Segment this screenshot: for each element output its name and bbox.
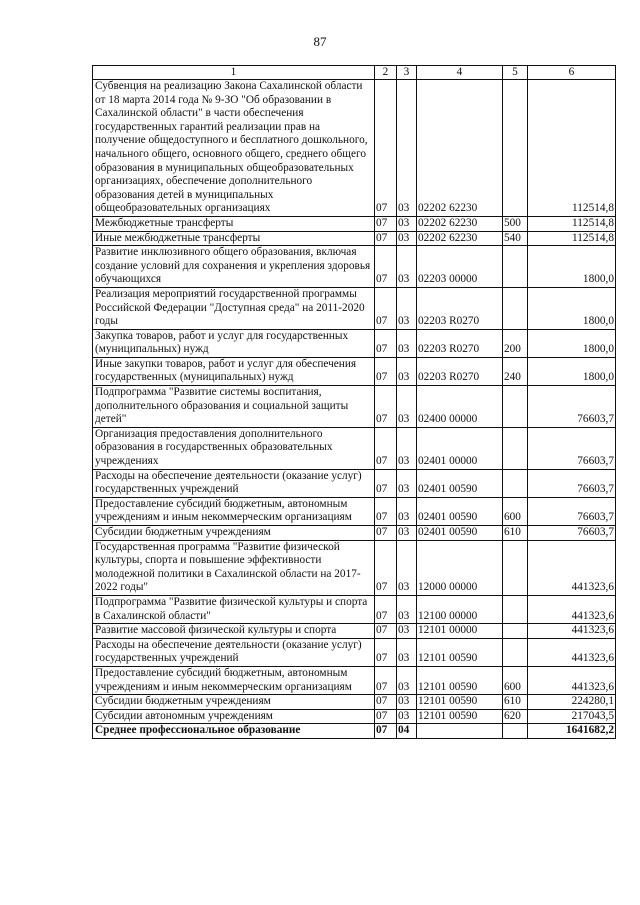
subsection-code: 03	[397, 695, 417, 710]
row-name: Расходы на обеспечение деятельности (оказание услуг) государственных учреждений	[93, 469, 375, 497]
section-code: 07	[375, 329, 397, 357]
table-row	[93, 540, 616, 595]
subsection-code: 03	[397, 540, 417, 595]
section-code: 07	[375, 427, 397, 469]
amount: 76603,7	[528, 526, 616, 541]
subsection-code: 03	[397, 469, 417, 497]
row-name: Иные закупки товаров, работ и услуг для обеспечения государственных (муниципальных) нужд	[93, 357, 375, 385]
section-code: 07	[375, 666, 397, 694]
section-code: 07	[375, 526, 397, 541]
target-article-code: 02400 00000	[417, 386, 503, 428]
column-header: 5	[503, 66, 528, 80]
section-code: 07	[375, 638, 397, 666]
subsection-code: 03	[397, 638, 417, 666]
table-row	[93, 624, 616, 639]
table-row	[93, 386, 616, 428]
row-name: Межбюджетные трансферты	[93, 216, 375, 231]
subsection-code: 03	[397, 329, 417, 357]
table-row	[93, 666, 616, 694]
subsection-code: 03	[397, 526, 417, 541]
expense-type-code	[503, 638, 528, 666]
target-article-code: 02401 00590	[417, 526, 503, 541]
target-article-code: 02203 R0270	[417, 329, 503, 357]
expense-type-code	[503, 595, 528, 623]
target-article-code	[417, 724, 503, 739]
expense-type-code: 610	[503, 526, 528, 541]
subsection-code: 03	[397, 357, 417, 385]
expense-type-code: 610	[503, 695, 528, 710]
section-code: 07	[375, 216, 397, 231]
expense-type-code	[503, 724, 528, 739]
section-code: 07	[375, 246, 397, 288]
amount: 112514,8	[528, 80, 616, 217]
section-code: 07	[375, 469, 397, 497]
expense-type-code	[503, 287, 528, 329]
amount: 441323,6	[528, 540, 616, 595]
row-name: Реализация мероприятий государственной программы Российской Федерации "Доступная среда" на 2011-2020 годы	[93, 287, 375, 329]
subsection-code: 03	[397, 666, 417, 694]
table-row	[93, 216, 616, 231]
expense-type-code: 200	[503, 329, 528, 357]
expense-type-code	[503, 386, 528, 428]
expense-type-code	[503, 427, 528, 469]
row-name: Среднее профессиональное образование	[93, 724, 375, 739]
expense-type-code	[503, 80, 528, 217]
target-article-code: 02401 00590	[417, 469, 503, 497]
subsection-code: 03	[397, 216, 417, 231]
amount: 76603,7	[528, 469, 616, 497]
target-article-code: 02203 R0270	[417, 287, 503, 329]
target-article-code: 12101 00590	[417, 666, 503, 694]
table-row	[93, 497, 616, 525]
row-name: Развитие массовой физической культуры и спорта	[93, 624, 375, 639]
expense-type-code	[503, 540, 528, 595]
expense-type-code	[503, 469, 528, 497]
subsection-code: 03	[397, 427, 417, 469]
target-article-code: 02401 00000	[417, 427, 503, 469]
amount: 1800,0	[528, 357, 616, 385]
table-row	[93, 80, 616, 217]
amount: 1800,0	[528, 287, 616, 329]
expense-type-code: 600	[503, 497, 528, 525]
section-code: 07	[375, 357, 397, 385]
row-name: Предоставление субсидий бюджетным, автономным учреждениям и иным некоммерческим организациям	[93, 497, 375, 525]
expense-type-code: 620	[503, 709, 528, 724]
expense-type-code: 540	[503, 231, 528, 246]
target-article-code: 02203 R0270	[417, 357, 503, 385]
subsection-code: 03	[397, 246, 417, 288]
section-code: 07	[375, 231, 397, 246]
table-row	[93, 329, 616, 357]
row-name: Субсидии бюджетным учреждениям	[93, 695, 375, 710]
section-code: 07	[375, 695, 397, 710]
expense-type-code: 600	[503, 666, 528, 694]
amount: 112514,8	[528, 231, 616, 246]
section-code: 07	[375, 624, 397, 639]
row-name: Иные межбюджетные трансферты	[93, 231, 375, 246]
subsection-code: 03	[397, 624, 417, 639]
table-row	[93, 427, 616, 469]
table-row	[93, 526, 616, 541]
section-code: 07	[375, 595, 397, 623]
row-name: Подпрограмма "Развитие системы воспитания, дополнительного образования и социальной защиты детей"	[93, 386, 375, 428]
expense-type-code: 500	[503, 216, 528, 231]
section-code: 07	[375, 287, 397, 329]
subsection-code: 03	[397, 595, 417, 623]
section-code: 07	[375, 709, 397, 724]
table-row	[93, 469, 616, 497]
amount: 1800,0	[528, 246, 616, 288]
section-code: 07	[375, 497, 397, 525]
amount: 1641682,2	[528, 724, 616, 739]
amount: 441323,6	[528, 638, 616, 666]
column-header: 4	[417, 66, 503, 80]
amount: 441323,6	[528, 624, 616, 639]
amount: 76603,7	[528, 386, 616, 428]
target-article-code: 12101 00590	[417, 709, 503, 724]
table-row	[93, 724, 616, 739]
subsection-code: 03	[397, 497, 417, 525]
amount: 224280,1	[528, 695, 616, 710]
subsection-code: 03	[397, 287, 417, 329]
column-header: 3	[397, 66, 417, 80]
row-name: Закупка товаров, работ и услуг для государственных (муниципальных) нужд	[93, 329, 375, 357]
amount: 1800,0	[528, 329, 616, 357]
table-row	[93, 357, 616, 385]
target-article-code: 02202 62230	[417, 80, 503, 217]
amount: 76603,7	[528, 427, 616, 469]
target-article-code: 02202 62230	[417, 216, 503, 231]
row-name: Организация предоставления дополнительного образования в государственных образовательных учреждениях	[93, 427, 375, 469]
row-name: Предоставление субсидий бюджетным, автономным учреждениям и иным некоммерческим организациям	[93, 666, 375, 694]
row-name: Субсидии бюджетным учреждениям	[93, 526, 375, 541]
target-article-code: 02202 62230	[417, 231, 503, 246]
section-code: 07	[375, 540, 397, 595]
table-row	[93, 287, 616, 329]
row-name: Подпрограмма "Развитие физической культуры и спорта в Сахалинской области"	[93, 595, 375, 623]
target-article-code: 02203 00000	[417, 246, 503, 288]
column-header: 2	[375, 66, 397, 80]
target-article-code: 12101 00590	[417, 638, 503, 666]
amount: 112514,8	[528, 216, 616, 231]
subsection-code: 03	[397, 231, 417, 246]
subsection-code: 04	[397, 724, 417, 739]
table-row	[93, 638, 616, 666]
row-name: Развитие инклюзивного общего образования, включая создание условий для сохранения и укрепления здоровья обучающихся	[93, 246, 375, 288]
table-row	[93, 595, 616, 623]
subsection-code: 03	[397, 386, 417, 428]
expense-type-code	[503, 624, 528, 639]
table-row	[93, 709, 616, 724]
expense-type-code	[503, 246, 528, 288]
budget-table	[92, 65, 616, 739]
table-header-row	[93, 66, 616, 80]
row-name: Субсидии автономным учреждениям	[93, 709, 375, 724]
amount: 76603,7	[528, 497, 616, 525]
target-article-code: 12000 00000	[417, 540, 503, 595]
row-name: Государственная программа "Развитие физической культуры, спорта и повышение эффективности молодежной политики в Сахалинской области на 2017-2022 годы"	[93, 540, 375, 595]
amount: 441323,6	[528, 595, 616, 623]
column-header: 6	[528, 66, 616, 80]
row-name: Расходы на обеспечение деятельности (оказание услуг) государственных учреждений	[93, 638, 375, 666]
table-row	[93, 231, 616, 246]
target-article-code: 12100 00000	[417, 595, 503, 623]
table-row	[93, 695, 616, 710]
target-article-code: 12101 00590	[417, 695, 503, 710]
page-number: 87	[313, 34, 327, 49]
amount: 217043,5	[528, 709, 616, 724]
table-row	[93, 246, 616, 288]
row-name: Субвенция на реализацию Закона Сахалинской области от 18 марта 2014 года № 9-ЗО "Об образовании в Сахалинской области" в части обеспечения государственных гарантий реализации прав на получение общедоступного и бесплатного дошкольного, начального общего, основного общего, среднего общего образования в муниципальных общеобразовательных организациях, обеспечение дополнительного образования детей в муниципальных общеобразовательных организациях	[93, 80, 375, 217]
target-article-code: 12101 00000	[417, 624, 503, 639]
amount: 441323,6	[528, 666, 616, 694]
section-code: 07	[375, 724, 397, 739]
section-code: 07	[375, 386, 397, 428]
target-article-code: 02401 00590	[417, 497, 503, 525]
subsection-code: 03	[397, 80, 417, 217]
column-header: 1	[93, 66, 375, 80]
expense-type-code: 240	[503, 357, 528, 385]
section-code: 07	[375, 80, 397, 217]
subsection-code: 03	[397, 709, 417, 724]
